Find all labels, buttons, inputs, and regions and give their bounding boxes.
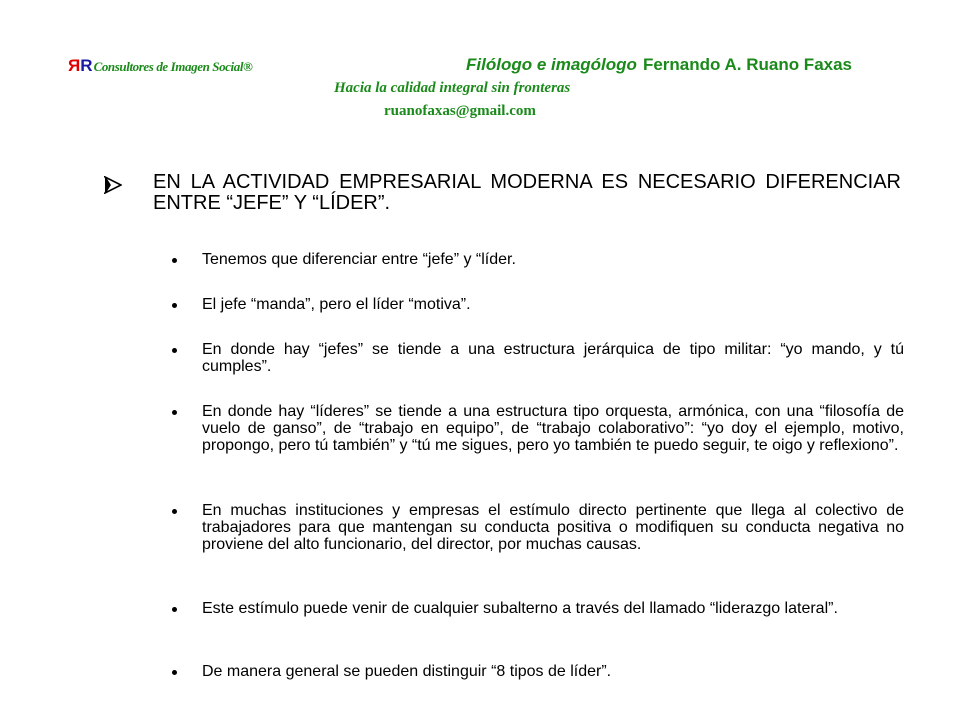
list-item-text: Tenemos que diferenciar entre “jefe” y “líder. (202, 251, 516, 268)
author-line (466, 55, 852, 75)
bullet-dot-icon (172, 258, 177, 263)
list-item-text: Este estímulo puede venir de cualquier subalterno a través del llamado “liderazgo lateral”. (202, 600, 838, 617)
bullet-dot-icon (172, 670, 177, 675)
bullet-dot-icon (172, 410, 177, 415)
main-heading: EN LA ACTIVIDAD EMPRESARIAL MODERNA ES NECESARIO DIFERENCIAR ENTRE “JEFE” Y “LÍDER”. (153, 171, 901, 214)
list-item-text: En donde hay “líderes” se tiende a una estructura tipo orquesta, armónica, con una “filosofía de vuelo de ganso”, de “trabajo en equipo”, de “trabajo colaborativo”: “yo doy el ejemplo, motivo, propongo, pero tú también” y “tú me sigues, pero yo también te puedo seguir, te oigo y reflexiono”. (202, 403, 904, 454)
author-role: Filólogo e imagólogo (466, 55, 637, 74)
brand-logo (68, 56, 252, 76)
brand-mark (68, 56, 93, 75)
list-item-text: El jefe “manda”, pero el líder “motiva”. (202, 296, 471, 313)
contact-email: ruanofaxas@gmail.com (384, 103, 536, 119)
arrowhead-bullet-icon (104, 176, 122, 194)
list-item-text: De manera general se pueden distinguir “8 tipos de líder”. (202, 663, 612, 680)
brand-mark-mirrored-r: R (68, 56, 81, 75)
author-name: Fernando A. Ruano Faxas (642, 55, 853, 74)
bullet-dot-icon (172, 303, 177, 308)
bullet-dot-icon (172, 509, 177, 514)
brand-mark-r: R (80, 56, 93, 75)
list-item-text: En muchas instituciones y empresas el estímulo directo pertinente que llega al colectivo de trabajadores para que mantengan su conducta positiva o modifiquen su conducta negativa no proviene del alto funcionario, del director, por muchas causas. (202, 502, 904, 553)
bullet-dot-icon (172, 348, 177, 353)
list-item-text: En donde hay “jefes” se tiende a una estructura jerárquica de tipo militar: “yo mando, y tú cumples”. (202, 341, 904, 375)
slogan: Hacia la calidad integral sin fronteras (334, 80, 571, 96)
brand-name: Consultores de Imagen Social® (93, 59, 253, 74)
bullet-dot-icon (172, 607, 177, 612)
